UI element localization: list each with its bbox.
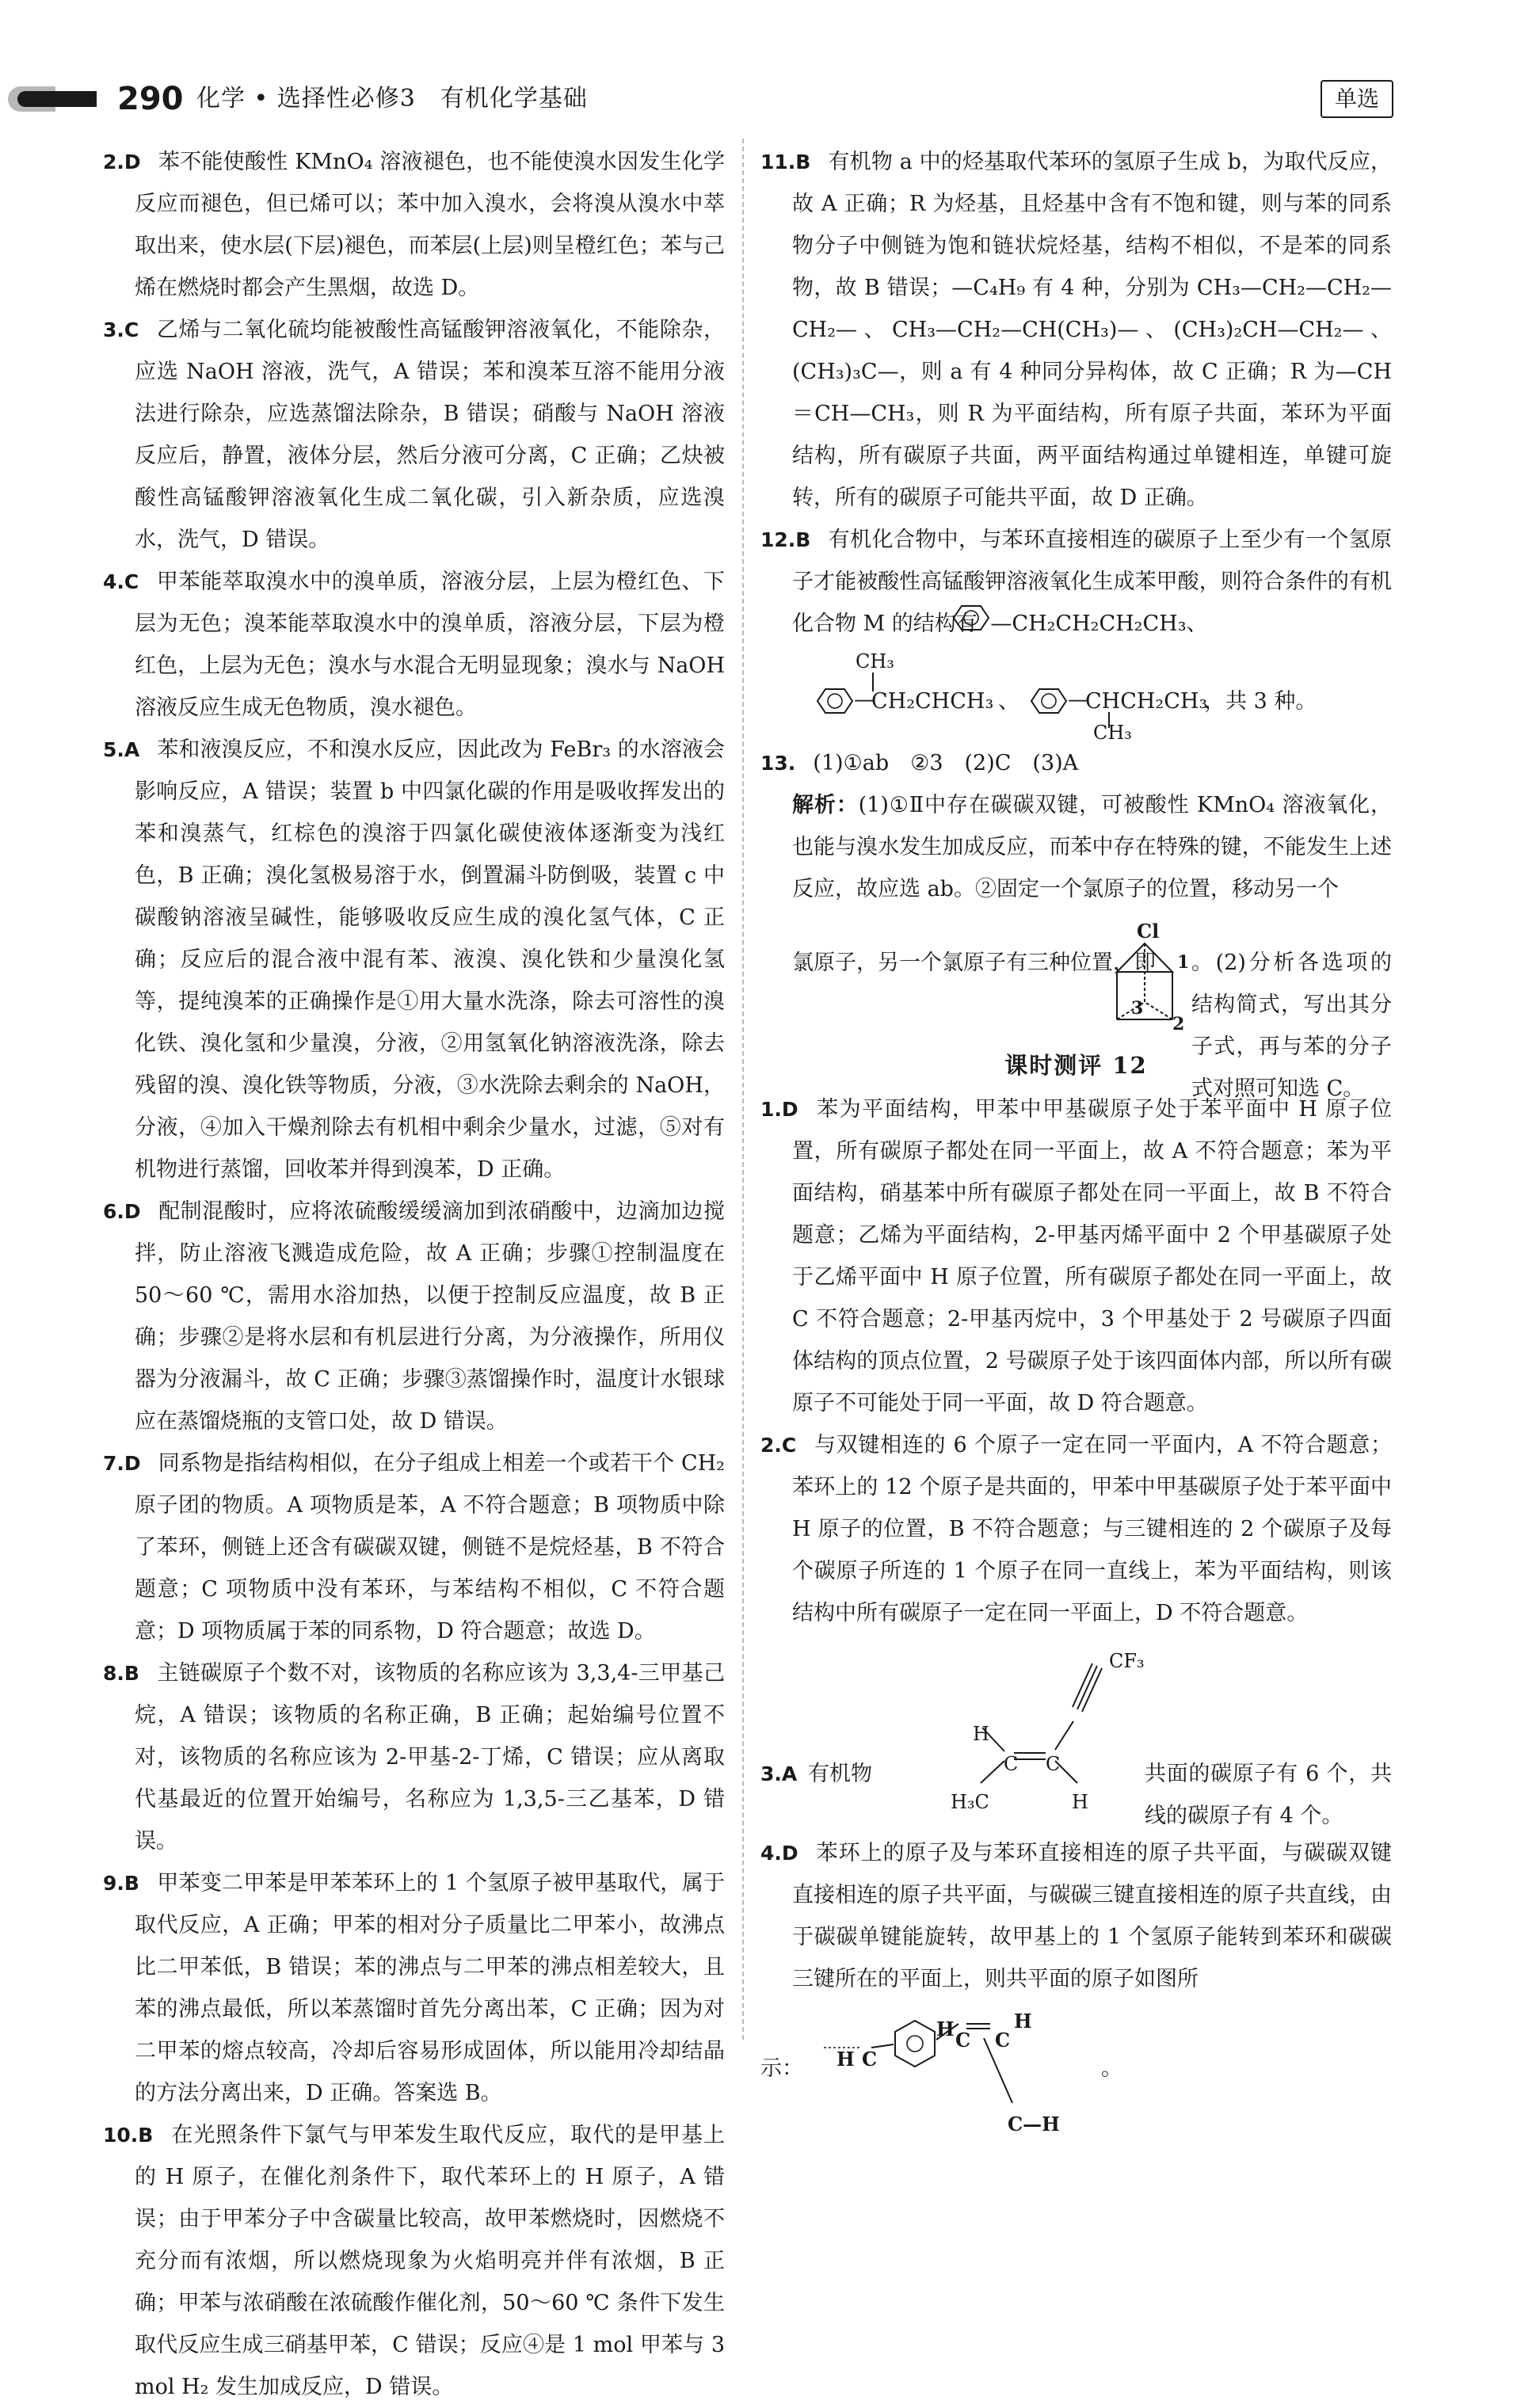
section-title: 课时测评 12 [1004,1052,1148,1079]
benzene-ring-icon [984,604,990,646]
benzene-ring-icon [1030,687,1068,729]
structure-1: CH₂CH₂CH₂CH₃ [1012,612,1187,636]
left-column [103,141,725,2408]
header-bar [17,91,97,107]
answer-item: 10.B 在光照条件下氯气与甲苯发生取代反应，取代的是甲基上的 H 原子，在催化剂条件下，取代苯环上的 H 原子，A 错误；由于甲苯分子中含碳量比较高，故甲苯燃烧时，因燃烧不充分而有浓烟，所以燃烧现象为火焰明亮并伴有浓烟，B 正确；甲苯与浓硝酸在浓硫酸作催化剂，50～60 ℃ 条件下发生取代反应生成三硝基甲苯，C 错误；反应④是 1 mol 甲苯与 3 mol H₂ 发生加成反应，D 错误。 [103,2123,725,2399]
prism-row: Cl 氯原子，另一个氯原子有三种位置，即 3 1 。(2)分析各选项的结构简式，写出其分子式，再与苯的分子式对照可知选 C。 2 [792,920,1392,1101]
structure-2: CH₂CHCH₃ [871,689,994,714]
plane-diagram-row: 示： H C H C C H C—H 。 [760,2000,1392,2143]
answer-item: 7.D 同系物是指结构相似，在分子组成上相差一个或若干个 CH₂ 原子团的物质。A 项物质是苯，A 不符合题意；B 项物质中除了苯环，侧链上还含有碳碳双键，侧链不是烷烃基，B 不符合题意；C 项物质中没有苯环，与苯结构不相似，C 不符合题意；D 项物质属于苯的同系物，D 符合题意；故选 D。 [103,1451,725,1644]
answer-item: 12.B 有机化合物中，与苯环直接相连的碳原子上至少有一个氢原子才能被酸性高锰酸钾溶液氧化生成苯甲酸，则符合条件的有机化合物 M 的结构有 —CH₂CH₂CH₂CH₃、 [760,519,1392,646]
answer-item: 4.C 甲苯能萃取溴水中的溴单质，溶液分层，上层为橙红色、下层为无色；溴苯能萃取溴水中的溴单质，溶液分层，下层为橙红色，上层为无色；溴水与水混合无明显现象；溴水与 NaOH 溶液反应生成无色物质，溴水褪色。 [103,570,725,720]
answer-item: 13. (1)①ab ②3 (2)C (3)A [760,751,1079,775]
answer-item: 6.D 配制混酸时，应将浓硫酸缓缓滴加到浓硝酸中，边滴加边搅拌，防止溶液飞溅造成危险，故 A 正确；步骤①控制温度在 50～60 ℃，需用水浴加热，以便于控制反应温度，故 B 正确；步骤②是将水层和有机层进行分离，为分液操作，所用仪器为分液漏斗，故 C 正确；步骤③蒸馏操作时，温度计水银球应在蒸馏烧瓶的支管口处，故 D 错误。 [103,1199,725,1434]
structure-3: CHCH₂CH₃ [1085,689,1208,714]
answer-item: 5.A 苯和液溴反应，不和溴水反应，因此改为 FeBr₃ 的水溶液会影响反应，A 错误；装置 b 中四氯化碳的作用是吸收挥发出的苯和溴蒸气，红棕色的溴溶于四氯化碳使液体逐渐变为浅红色，B 正确；溴化氢极易溶于水，倒置漏斗防倒吸，装置 c 中碳酸钠溶液呈碱性，能够吸收反应生成的溴化氢气体，C 正确；反应后的混合液中混有苯、液溴、溴化铁和少量溴化氢等，提纯溴苯的正确操作是①用大量水洗涤，除去可溶性的溴化铁、溴化氢和少量溴，分液，②用氢氧化钠溶液洗涤，除去残留的溴、溴化铁等物质，分液，③水洗除去剩余的 NaOH，分液，④加入干燥剂除去有机相中剩余少量水，过滤，⑤对有机物进行蒸馏，回收苯并得到溴苯，D 正确。 [103,737,725,1182]
book-title: 化学 • 选择性必修3 有机化学基础 [196,85,588,112]
page-tag: 单选 [1321,80,1393,118]
right-column [760,141,1392,2143]
answer-item: 9.B 甲苯变二甲苯是甲苯苯环上的 1 个氢原子被甲基取代，属于取代反应，A 正确；甲苯的相对分子质量比二甲苯小，故沸点比二甲苯低，B 错误；苯的沸点与二甲苯的沸点相差较大，且苯的沸点最低，所以苯蒸馏时首先分离出苯，C 正确；因为对二甲苯的熔点较高，冷却后容易形成固体，所以能用冷却结晶的方法分离出来，D 正确。答案选 B。 [103,1871,725,2105]
structures-row: CH₃ — CH₂CHCH₃ 、 — CHCH₂CH₃ ，共 3 种。 CH₃ [760,646,1392,730]
page-header [0,75,1513,123]
page-number: 290 [117,81,184,117]
methyl-label: CH₃ [1093,722,1132,744]
answer-item: 2.C 与双键相连的 6 个原子一定在同一平面内，A 不符合题意；苯环上的 12 个原子是共面的，甲苯中甲基碳原子处于苯平面中 H 原子的位置，B 不符合题意；与三键相连的 2 个碳原子及每个碳原子所连的 1 个原子在同一直线上，苯为平面结构，则该结构中所有碳原子一定在同一平面上，D 不符合题意。 [760,1433,1392,1625]
analysis-text: 解析：(1)①Ⅱ中存在碳碳双键，可被酸性 KMnO₄ 溶液氧化，也能与溴水发生加成反应，而苯中存在特殊的键，不能发生上述反应，故应选 ab。②固定一个氯原子的位置，移动另一个 [792,793,1392,901]
answer-item: 4.D 苯环上的原子及与苯环直接相连的原子共平面，与碳碳双键直接相连的原子共平面，与碳碳三键直接相连的原子共直线，由于碳碳单键能旋转，故甲基上的 1 个氢原子能转到苯环和碳碳三键所在的平面上，则共平面的原子如图所 [760,1841,1392,1991]
answer-item: 2.D 苯不能使酸性 KMnO₄ 溶液褪色，也不能使溴水因发生化学反应而褪色，但已烯可以；苯中加入溴水，会将溴从溴水中萃取出来，使水层(下层)褪色，而苯层(上层)则呈橙红色；苯与己烯在燃烧时都会产生黑烟，故选 D。 [103,150,725,300]
answer-item: 3.C 乙烯与二氧化硫均能被酸性高锰酸钾溶液氧化，不能除杂，应选 NaOH 溶液，洗气，A 错误；苯和溴苯互溶不能用分液法进行除杂，应选蒸馏法除杂，B 错误；硝酸与 NaOH 溶液反应后，静置，液体分层，然后分液可分离，C 正确；乙炔被酸性高锰酸钾溶液氧化生成二氧化碳，引入新杂质，应选溴水，洗气，D 错误。 [103,318,725,552]
column-divider [742,139,744,2040]
benzene-ring-icon [816,687,854,729]
molecule-diagram [919,1634,1125,1832]
answer-item: 11.B 有机物 a 中的烃基取代苯环的氢原子生成 b，为取代反应，故 A 正确；R 为烃基，且烃基中含有不饱和键，则与苯的同系物分子中侧链为饱和链状烷烃基，结构不相似，不是苯的同系物，故 B 错误；—C₄H₉ 有 4 种，分别为 CH₃—CH₂—CH₂—CH₂—、CH₃—CH₂—CH(CH₃)—、(CH₃)₂CH—CH₂—、(CH₃)₃C—，则 a 有 4 种同分异构体，故 C 正确；R 为—CH＝CH—CH₃，则 R 为平面结构，所有原子共面，苯环为平面结构，所有碳原子共面，两平面结构通过单键相连，单键可旋转，所有的碳原子可能共平面，故 D 正确。 [760,150,1392,510]
answer-item: 1.D 苯为平面结构，甲苯中甲基碳原子处于苯平面中 H 原子位置，所有碳原子都处在同一平面上，故 A 不符合题意；苯为平面结构，硝基苯中所有碳原子都处在同一平面上，故 B 不符合题意；乙烯为平面结构，2-甲基丙烯平面中 2 个甲基碳原子处于乙烯平面中 H 原子位置，所有碳原子都处在同一平面上，故 C 不符合题意；2-甲基丙烷中，3 个甲基处于 2 号碳原子四面体结构的顶点位置，2 号碳原子处于该四面体内部，所以所有碳原子不可能处于同一平面，故 D 符合题意。 [760,1097,1392,1415]
question-3-block: 3.A 有机物 CF₃ H C C H₃C H 共面的碳原子有 6 个，共线的碳原子有 4 个。 [760,1634,1392,1832]
answer-item: 8.B 主链碳原子个数不对，该物质的名称应该为 3,3,4-三甲基己烷，A 错误；该物质的名称正确，B 正确；起始编号位置不对，该物质的名称应该为 2-甲基-2-丁烯，C 错误；应从离取代基最近的位置开始编号，名称应为 1,3,5-三乙基苯，D 错误。 [103,1661,725,1854]
methyl-label: CH₃ [856,650,894,672]
